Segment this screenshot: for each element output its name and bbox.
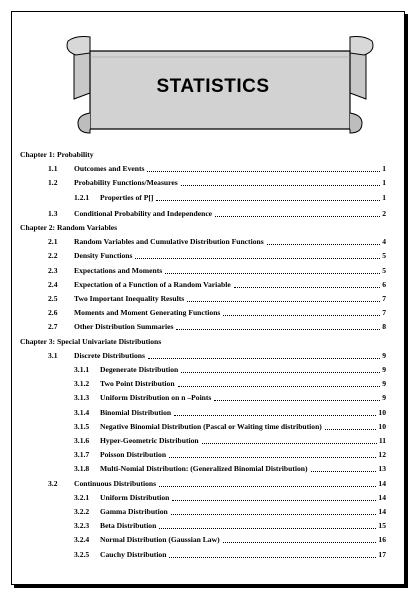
toc-entry-label: Two Point Distribution	[100, 379, 175, 389]
toc-entry-page: 9	[382, 365, 386, 374]
toc-entry[interactable]	[74, 393, 386, 403]
toc-entry-number: 2.2	[48, 251, 58, 261]
toc-entry-label: Random Variables and Cumulative Distribution Functions	[74, 237, 264, 247]
dot-leader	[215, 215, 380, 217]
dot-leader	[135, 257, 380, 259]
toc-entry-page: 14	[378, 507, 386, 516]
toc-entry-label: Discrete Distributions	[74, 350, 145, 360]
toc-entry-page: 9	[382, 350, 386, 360]
dot-leader	[202, 442, 377, 444]
toc-entry[interactable]	[74, 193, 386, 203]
toc-entry-number: 3.1.2	[74, 379, 90, 389]
toc-entry-page: 10	[378, 407, 386, 417]
toc-entry-page: 12	[378, 450, 386, 460]
toc-entry-number: 1.1	[48, 164, 58, 174]
toc-entry[interactable]	[74, 379, 386, 389]
toc-entry-label: Probability Functions/Measures	[74, 178, 178, 188]
toc-entry[interactable]	[74, 464, 386, 474]
toc-entry-page: 11	[378, 436, 386, 445]
toc-entry-label: Beta Distribution	[100, 521, 157, 531]
toc-entry-page: 1	[382, 192, 386, 202]
toc-entry[interactable]	[74, 493, 386, 503]
toc-entry-number: 3.2	[48, 478, 58, 488]
toc-entry[interactable]	[74, 521, 386, 531]
toc-entry-page: 15	[378, 521, 386, 531]
toc-entry[interactable]	[74, 507, 386, 517]
dot-leader	[156, 199, 380, 201]
toc-entry-label: Outcomes and Events	[74, 164, 145, 174]
dot-leader	[181, 184, 380, 186]
toc-entry-label: Expectations and Moments	[74, 265, 163, 275]
toc-entry-number: 3.1	[48, 350, 58, 360]
toc-entry-page: 2	[382, 208, 386, 218]
toc-entry-label: Normal Distribution (Gaussian Law)	[100, 535, 220, 545]
toc-entry-label: Expectation of a Function of a Random Variable	[74, 279, 231, 289]
dot-leader	[181, 371, 380, 373]
toc-entry[interactable]	[74, 365, 386, 375]
toc-entry-number: 3.1.8	[74, 464, 90, 474]
toc-entry-page: 14	[378, 478, 386, 488]
toc-entry-label: Density Functions	[74, 251, 133, 261]
dot-leader	[172, 499, 376, 501]
toc-entry[interactable]	[48, 308, 386, 318]
toc-entry[interactable]	[74, 450, 386, 460]
toc-entry[interactable]	[48, 164, 386, 174]
toc-entry-number: 2.6	[48, 308, 58, 318]
toc-entry-number: 3.2.3	[74, 521, 90, 531]
toc-entry-label: Conditional Probability and Independence	[74, 208, 213, 218]
toc-entry-number: 3.1.3	[74, 393, 90, 403]
page-title: STATISTICS	[156, 76, 270, 97]
toc-entry[interactable]	[74, 422, 386, 432]
toc-entry[interactable]	[48, 322, 386, 332]
toc-entry-label: Poisson Distribution	[100, 450, 167, 460]
toc-entry[interactable]	[48, 237, 386, 247]
toc-entry-label: Moments and Moment Generating Functions	[74, 308, 221, 318]
toc-entry-label: Uniform Distribution	[100, 492, 170, 502]
toc-entry-page: 9	[382, 393, 386, 403]
toc-entry-label: Negative Binomial Distribution (Pascal or Waiting time distribution)	[100, 421, 322, 431]
toc-entry-number: 3.2.5	[74, 549, 90, 559]
dot-leader	[234, 286, 380, 288]
toc-entry-number: 1.2.1	[74, 192, 90, 202]
toc-entry-number: 3.1.4	[74, 407, 90, 417]
toc-entry-number: 3.1.1	[74, 365, 90, 374]
chapter-heading[interactable]: Chapter 1: Probability	[20, 150, 94, 159]
toc-entry[interactable]	[74, 535, 386, 545]
toc-entry[interactable]	[48, 479, 386, 489]
toc-entry-number: 1.2	[48, 178, 58, 188]
dot-leader	[169, 556, 376, 558]
toc-entry[interactable]	[74, 408, 386, 418]
dot-leader	[176, 328, 380, 330]
toc-entry-label: Other Distribution Summaries	[74, 322, 174, 332]
toc-entry-number: 2.7	[48, 322, 58, 332]
toc-entry-page: 9	[382, 379, 386, 389]
toc-entry-number: 1.3	[48, 208, 58, 218]
dot-leader	[267, 243, 381, 245]
chapter-heading[interactable]: Chapter 2: Random Variables	[20, 223, 118, 232]
toc-entry[interactable]	[48, 178, 386, 188]
dot-leader	[223, 541, 377, 543]
toc-entry-page: 14	[378, 492, 386, 502]
toc-entry-number: 2.5	[48, 294, 58, 303]
toc-entry-page: 8	[382, 322, 386, 332]
dot-leader	[311, 470, 377, 472]
dot-leader	[178, 385, 381, 387]
toc-entry-page: 7	[382, 308, 386, 318]
toc-entry-label: Multi-Nomial Distribution: (Generalized Binomial Distribution)	[100, 464, 308, 474]
toc-entry[interactable]	[48, 351, 386, 361]
toc-entry-page: 1	[382, 178, 386, 188]
toc-entry-number: 3.1.6	[74, 436, 90, 445]
toc-entry-label: Two Important Inequality Results	[74, 294, 185, 303]
toc-entry-page: 6	[382, 279, 386, 289]
toc-entry[interactable]	[48, 266, 386, 276]
toc-entry-page: 17	[378, 549, 386, 559]
toc-entry-page: 13	[378, 464, 386, 474]
toc-entry-number: 3.2.4	[74, 535, 90, 545]
toc-entry[interactable]	[74, 436, 386, 446]
dot-leader	[187, 300, 380, 302]
toc-entry-page: 16	[378, 535, 386, 545]
toc-entry-page: 5	[382, 251, 386, 261]
toc-entry-page: 1	[382, 164, 386, 174]
dot-leader	[171, 513, 377, 515]
toc-entry-label: Cauchy Distribution	[100, 549, 167, 559]
dot-leader	[159, 485, 376, 487]
toc-entry[interactable]	[48, 294, 386, 304]
toc-entry-label: Binomial Distribution	[100, 407, 172, 417]
toc-entry[interactable]	[48, 280, 386, 290]
toc-entry-label: Properties of P[]	[100, 192, 154, 202]
dot-leader	[147, 170, 380, 172]
dot-leader	[223, 314, 380, 316]
toc-entry-page: 5	[382, 265, 386, 275]
dot-leader	[169, 456, 376, 458]
toc-entry-number: 2.4	[48, 279, 58, 289]
toc-entry-number: 2.3	[48, 265, 58, 275]
toc-entry-number: 3.1.5	[74, 421, 90, 431]
dot-leader	[325, 428, 377, 430]
dot-leader	[148, 357, 380, 359]
dot-leader	[214, 399, 380, 401]
toc-entry-page: 4	[382, 237, 386, 247]
dot-leader	[159, 527, 376, 529]
dot-leader	[165, 272, 380, 274]
toc-entry[interactable]	[48, 209, 386, 219]
toc-entry[interactable]	[48, 251, 386, 261]
dot-leader	[174, 414, 376, 416]
toc-entry-label: Uniform Distribution on n –Points	[100, 393, 212, 403]
toc-entry-label: Gamma Distribution	[100, 507, 168, 516]
toc-entry-number: 3.1.7	[74, 450, 90, 460]
toc-entry-label: Continuous Distributions	[74, 478, 157, 488]
toc-entry-label: Degenerate Distribution	[100, 365, 179, 374]
toc-entry-number: 3.2.2	[74, 507, 90, 516]
toc-entry-number: 3.2.1	[74, 492, 90, 502]
toc-entry-page: 10	[378, 421, 386, 431]
toc-entry[interactable]	[74, 550, 386, 560]
chapter-heading[interactable]: Chapter 3: Special Univariate Distributions	[20, 336, 162, 346]
toc-entry-label: Hyper-Geometric Distribution	[100, 436, 199, 445]
toc-entry-page: 7	[382, 294, 386, 303]
toc-entry-number: 2.1	[48, 237, 58, 247]
